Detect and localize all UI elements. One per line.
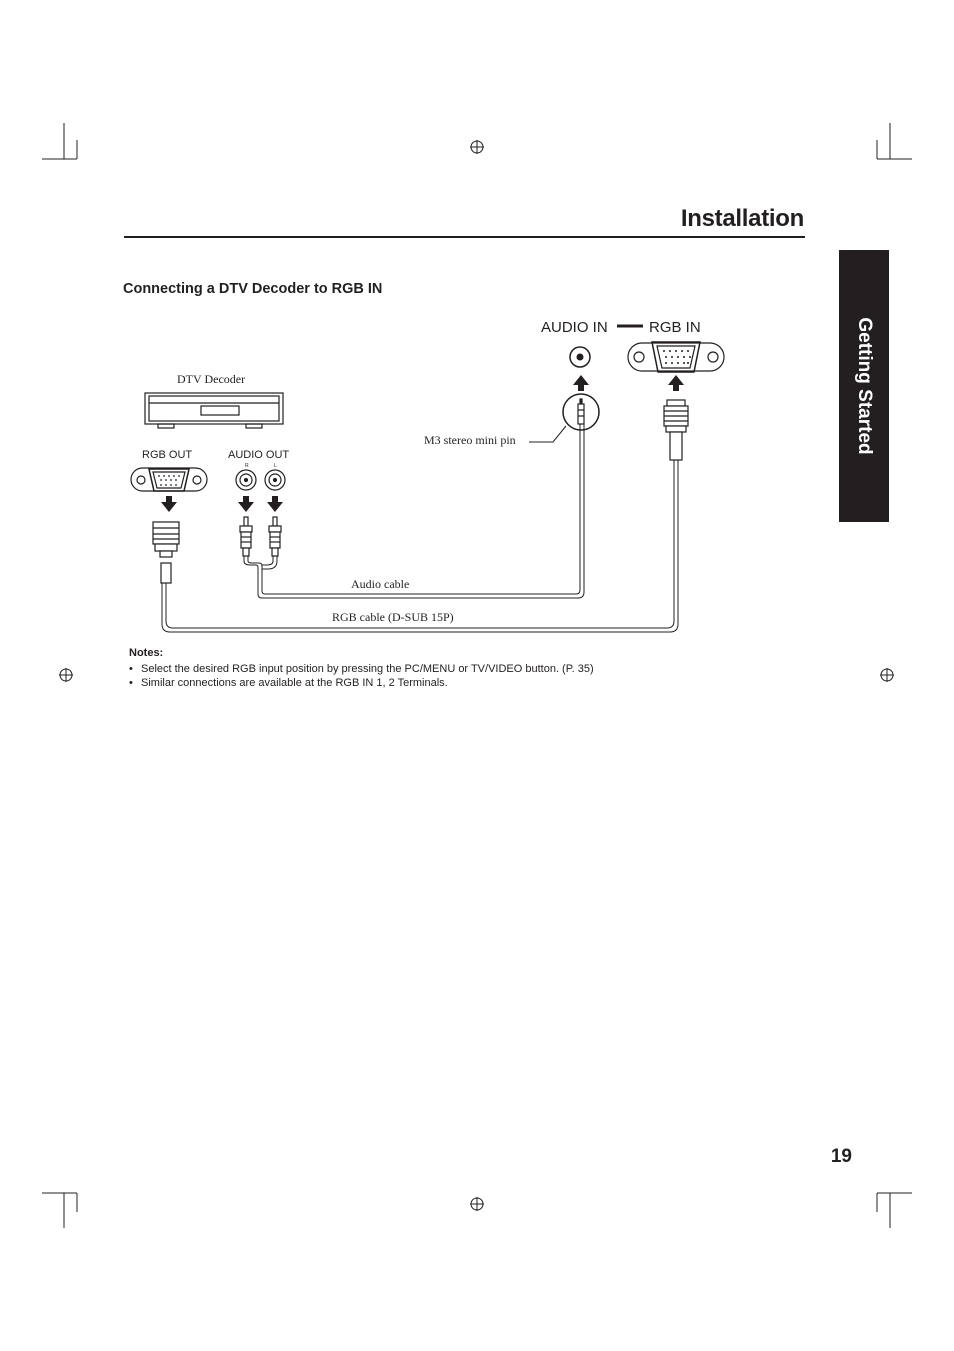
side-tab-label: Getting Started bbox=[854, 317, 875, 455]
notes-title: Notes: bbox=[129, 647, 164, 659]
audio-cable-label: Audio cable bbox=[351, 577, 410, 591]
decoder-label: DTV Decoder bbox=[177, 372, 246, 386]
audio-cable bbox=[244, 424, 584, 598]
rgb-out-label: RGB OUT bbox=[142, 449, 193, 461]
mini-pin-label: M3 stereo mini pin bbox=[424, 433, 516, 447]
rgb-in-port-icon bbox=[628, 342, 724, 372]
mini-pin-plug-icon bbox=[563, 394, 599, 430]
rgb-in-label: RGB IN bbox=[649, 319, 701, 336]
arrow-up-icon bbox=[573, 375, 684, 391]
rgb-plug-icon bbox=[664, 400, 688, 460]
rgb-cable bbox=[162, 460, 678, 632]
dtv-decoder-icon bbox=[145, 393, 283, 428]
audio-r-label: R bbox=[245, 463, 249, 469]
rgb-out-port-icon bbox=[131, 468, 207, 491]
page-title: Installation bbox=[680, 205, 804, 232]
page-number: 19 bbox=[830, 1146, 852, 1167]
note-item: • Select the desired RGB input position by pressing the PC/MENU or TV/VIDEO button. (P. 35) bbox=[129, 662, 594, 676]
audio-out-label: AUDIO OUT bbox=[228, 449, 290, 461]
arrow-down-icon bbox=[161, 496, 283, 512]
audio-l-label: L bbox=[274, 463, 277, 469]
note-item: • Similar connections are available at the RGB IN 1, 2 Terminals. bbox=[129, 676, 594, 690]
notes-list bbox=[129, 662, 594, 690]
audio-in-label: AUDIO IN bbox=[541, 319, 608, 336]
section-heading: Connecting a DTV Decoder to RGB IN bbox=[123, 281, 383, 297]
rgb-cable-label: RGB cable (D-SUB 15P) bbox=[332, 610, 454, 624]
rca-plug-icon bbox=[240, 517, 281, 556]
audio-in-jack-icon bbox=[570, 347, 590, 367]
audio-out-jack-icon bbox=[236, 470, 285, 490]
rgb-plug-icon bbox=[153, 522, 179, 583]
